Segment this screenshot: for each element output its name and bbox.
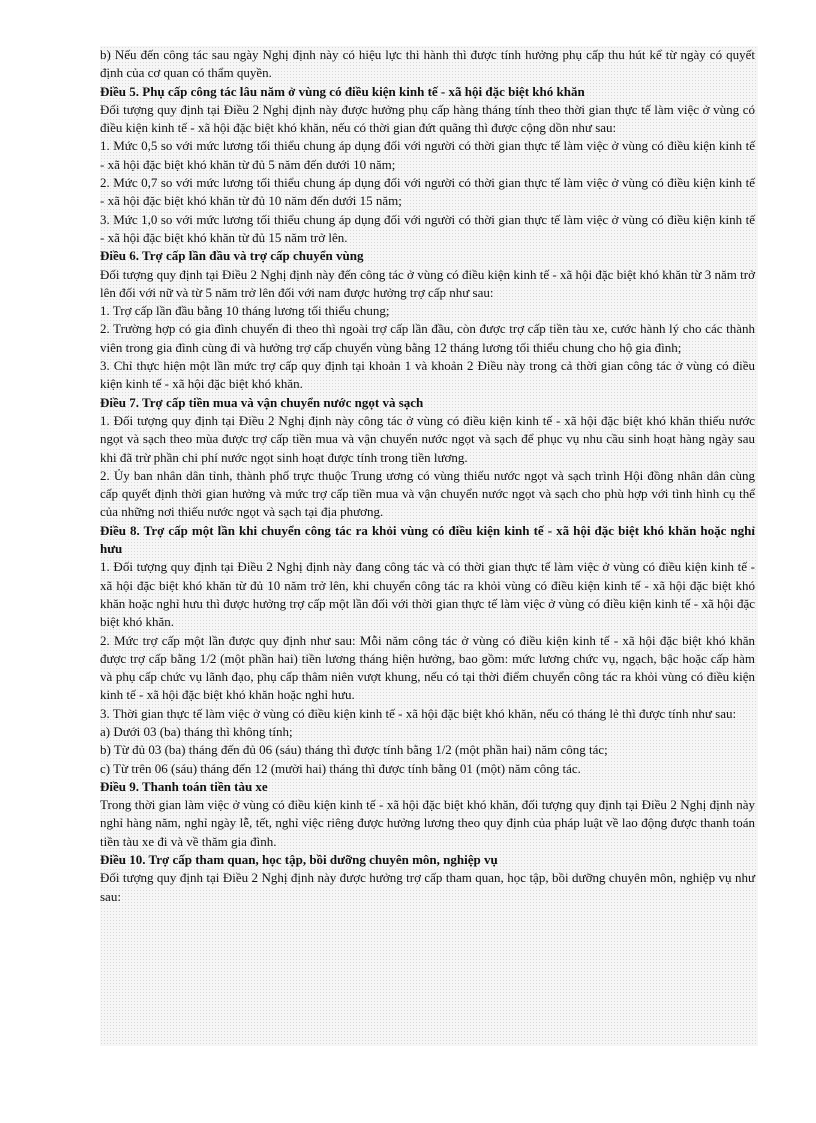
document-body — [100, 46, 755, 906]
paragraph: 2. Mức trợ cấp một lần được quy định như sau: Mỗi năm công tác ở vùng có điều kiện kinh tế - xã hội đặc biệt khó khăn được trợ cấp bằng 1/2 (một phần hai) tiền lương tháng hiện hưởng, bao gồm: mức lương chức vụ, ngạch, bậc hoặc cấp hàm và phụ cấp chức vụ lãnh đạo, phụ cấp thâm niên vượt khung, nếu có tại thời điểm chuyển công tác ra khỏi vùng có điều kiện kinh tế - xã hội đặc biệt khó khăn hoặc nghỉ hưu. — [100, 632, 755, 703]
paragraph: 3. Thời gian thực tế làm việc ở vùng có điều kiện kinh tế - xã hội đặc biệt khó khăn, nếu có tháng lẻ thì được tính như sau: — [100, 705, 737, 721]
paragraph: 1. Đối tượng quy định tại Điều 2 Nghị định này đang công tác và có thời gian thực tế làm việc ở vùng có điều kiện kinh tế - xã hội đặc biệt khó khăn từ đủ 10 năm trở lên, khi chuyển công tác ra khỏi vùng có điều kiện kinh tế - xã hội đặc biệt khó khăn hoặc nghỉ hưu thì được hưởng trợ cấp một lần đối với thời gian thực tế làm việc ở vùng có điều kiện kinh tế - xã hội đặc biệt khó khăn. — [100, 559, 755, 630]
paragraph: 2. Trường hợp có gia đình chuyển đi theo thì ngoài trợ cấp lần đầu, còn được trợ cấp tiền tàu xe, cước hành lý cho các thành viên trong gia đình cùng đi và hưởng trợ cấp chuyển vùng bằng 12 tháng lương tối thiểu chung cho hộ gia đình; — [100, 321, 755, 355]
paragraph: 1. Mức 0,5 so với mức lương tối thiểu chung áp dụng đối với người có thời gian thực tế làm việc ở vùng có điều kiện kinh tế - xã hội đặc biệt khó khăn từ đủ 5 năm đến dưới 10 năm; — [100, 138, 755, 172]
paragraph: c) Từ trên 06 (sáu) tháng đến 12 (mười hai) tháng thì được tính bằng 01 (một) năm công tác. — [100, 760, 581, 776]
paragraph: 1. Trợ cấp lần đầu bằng 10 tháng lương tối thiểu chung; — [100, 303, 390, 319]
paragraph: 2. Ủy ban nhân dân tỉnh, thành phố trực thuộc Trung ương có vùng thiếu nước ngọt và sạch trình Hội đồng nhân dân cùng cấp quyết định thời gian hưởng và mức trợ cấp tiền mua và vận chuyển nước ngọt và sạch cho phù hợp với tình hình cụ thể của những nơi thiếu nước ngọt và sạch tại địa phương. — [100, 467, 755, 520]
article-heading: Điều 8. Trợ cấp một lần khi chuyển công tác ra khỏi vùng có điều kiện kinh tế - xã hội đặc biệt khó khăn hoặc nghỉ hưu — [100, 522, 755, 557]
paragraph: Đối tượng quy định tại Điều 2 Nghị định này đến công tác ở vùng có điều kiện kinh tế - xã hội đặc biệt khó khăn từ 3 năm trở lên đối với nữ và từ 5 năm trở lên đối với nam được hưởng trợ cấp như sau: — [100, 266, 755, 300]
paragraph: 2. Mức 0,7 so với mức lương tối thiểu chung áp dụng đối với người có thời gian thực tế làm việc ở vùng có điều kiện kinh tế - xã hội đặc biệt khó khăn từ đủ 10 năm đến dưới 15 năm; — [100, 175, 755, 209]
paragraph: b) Nếu đến công tác sau ngày Nghị định này có hiệu lực thi hành thì được tính hưởng phụ cấp thu hút kể từ ngày có quyết định của cơ quan có thẩm quyền. — [100, 47, 755, 81]
paragraph: 1. Đối tượng quy định tại Điều 2 Nghị định này công tác ở vùng có điều kiện kinh tế - xã hội đặc biệt khó khăn thiếu nước ngọt và sạch theo mùa được trợ cấp tiền mua và vận chuyển nước ngọt và sạch để phục vụ nhu cầu sinh hoạt hàng ngày sau khi đã trừ phần chi phí nước ngọt sinh hoạt được tính trong tiền lương. — [100, 412, 755, 465]
paragraph: b) Từ đủ 03 (ba) tháng đến đủ 06 (sáu) tháng thì được tính bằng 1/2 (một phần hai) năm công tác; — [100, 742, 608, 758]
article-heading: Điều 6. Trợ cấp lần đầu và trợ cấp chuyển vùng — [100, 248, 364, 264]
paragraph: Đối tượng quy định tại Điều 2 Nghị định này được hưởng phụ cấp hàng tháng tính theo thời gian thực tế làm việc ở vùng có điều kiện kinh tế - xã hội đặc biệt khó khăn, nếu có thời gian đứt quãng thì được cộng dồn như sau: — [100, 101, 755, 136]
article-heading: Điều 10. Trợ cấp tham quan, học tập, bồi dưỡng chuyên môn, nghiệp vụ — [100, 852, 498, 868]
article-heading: Điều 9. Thanh toán tiền tàu xe — [100, 778, 268, 794]
paragraph: Trong thời gian làm việc ở vùng có điều kiện kinh tế - xã hội đặc biệt khó khăn, đối tượng quy định tại Điều 2 Nghị định này nghỉ hàng năm, nghỉ ngày lễ, tết, nghỉ việc riêng được hưởng lương theo quy định của pháp luật về lao động được thanh toán tiền tàu xe đi và về thăm gia đình. — [100, 797, 755, 849]
paragraph: 3. Mức 1,0 so với mức lương tối thiểu chung áp dụng đối với người có thời gian thực tế làm việc ở vùng có điều kiện kinh tế - xã hội đặc biệt khó khăn từ đủ 15 năm trở lên. — [100, 211, 755, 245]
paragraph: a) Dưới 03 (ba) tháng thì không tính; — [100, 723, 293, 739]
article-heading: Điều 7. Trợ cấp tiền mua và vận chuyển nước ngọt và sạch — [100, 394, 424, 410]
article-heading: Điều 5. Phụ cấp công tác lâu năm ở vùng có điều kiện kinh tế - xã hội đặc biệt khó khăn — [100, 83, 585, 99]
paragraph: Đối tượng quy định tại Điều 2 Nghị định này được hưởng trợ cấp tham quan, học tập, bồi dưỡng chuyên môn, nghiệp vụ như sau: — [100, 870, 755, 904]
paragraph: 3. Chỉ thực hiện một lần mức trợ cấp quy định tại khoản 1 và khoản 2 Điều này trong cả thời gian công tác ở vùng có điều kiện kinh tế - xã hội đặc biệt khó khăn. — [100, 358, 755, 392]
